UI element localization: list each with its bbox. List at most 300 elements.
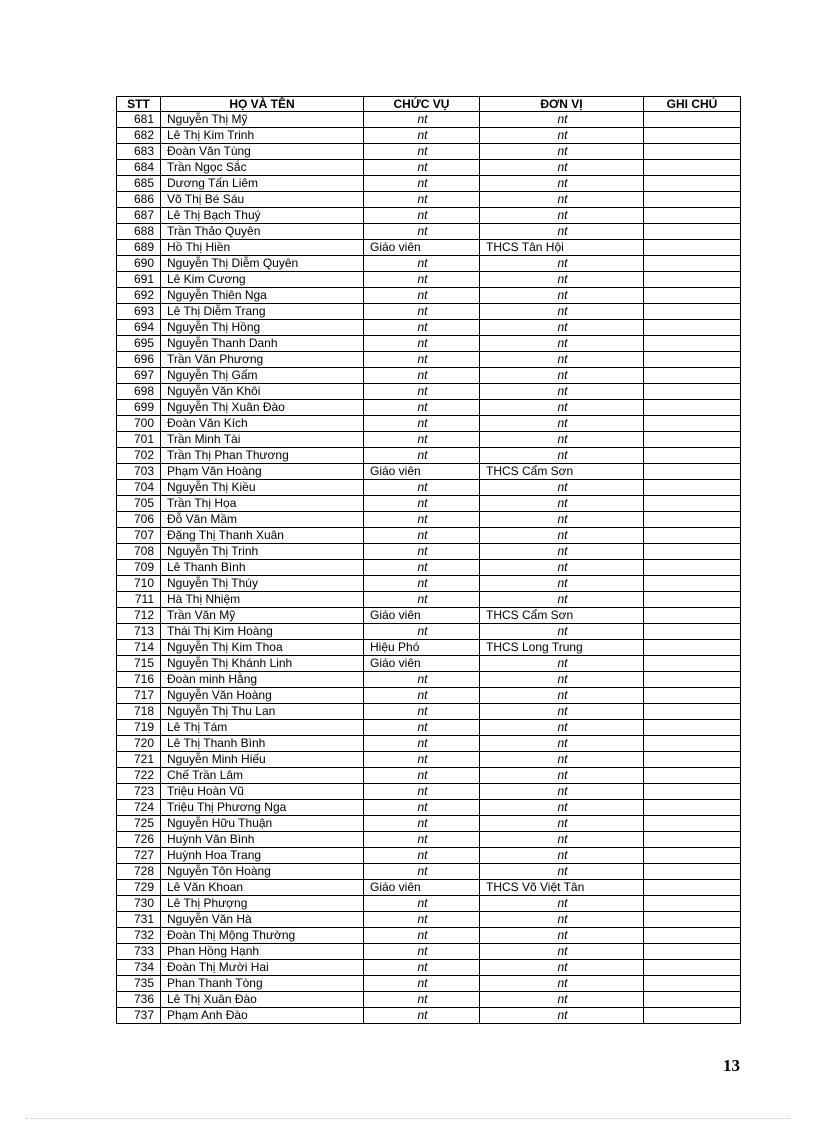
unit-cell: nt	[480, 752, 644, 768]
position-cell: nt	[364, 256, 480, 272]
unit-cell: THCS Long Trung	[480, 640, 644, 656]
note-cell	[644, 656, 741, 672]
position-cell: nt	[364, 528, 480, 544]
table-row	[117, 192, 741, 208]
table-row	[117, 624, 741, 640]
stt-cell: 712	[117, 608, 161, 624]
note-cell	[644, 544, 741, 560]
note-cell	[644, 736, 741, 752]
table-row	[117, 672, 741, 688]
name-cell: Lê Thanh Bình	[161, 560, 364, 576]
name-cell: Nguyễn Thị Diễm Quyên	[161, 256, 364, 272]
position-cell: nt	[364, 352, 480, 368]
stt-cell: 696	[117, 352, 161, 368]
table-row	[117, 112, 741, 128]
unit-cell: nt	[480, 928, 644, 944]
table-row	[117, 944, 741, 960]
table-row	[117, 144, 741, 160]
unit-cell: nt	[480, 592, 644, 608]
table-row	[117, 368, 741, 384]
stt-cell: 699	[117, 400, 161, 416]
stt-cell: 684	[117, 160, 161, 176]
table-row	[117, 384, 741, 400]
stt-cell: 704	[117, 480, 161, 496]
unit-cell: nt	[480, 976, 644, 992]
note-cell	[644, 752, 741, 768]
position-cell: nt	[364, 864, 480, 880]
name-cell: Đoàn Thị Mộng Thường	[161, 928, 364, 944]
position-cell: nt	[364, 176, 480, 192]
unit-cell: nt	[480, 624, 644, 640]
table-row	[117, 848, 741, 864]
unit-cell: nt	[480, 208, 644, 224]
table-row	[117, 208, 741, 224]
table-body	[117, 112, 741, 1024]
name-cell: Lê Văn Khoan	[161, 880, 364, 896]
stt-cell: 688	[117, 224, 161, 240]
name-cell: Dương Tấn Liêm	[161, 176, 364, 192]
stt-cell: 692	[117, 288, 161, 304]
unit-cell: nt	[480, 288, 644, 304]
name-cell: Lê Thị Tám	[161, 720, 364, 736]
name-cell: Nguyễn Thị Trinh	[161, 544, 364, 560]
name-cell: Lê Thị Xuân Đào	[161, 992, 364, 1008]
stt-cell: 723	[117, 784, 161, 800]
note-cell	[644, 560, 741, 576]
name-cell: Chế Trần Lâm	[161, 768, 364, 784]
table-row	[117, 832, 741, 848]
name-cell: Nguyễn Thiên Nga	[161, 288, 364, 304]
name-cell: Phạm Anh Đào	[161, 1008, 364, 1024]
unit-cell: nt	[480, 800, 644, 816]
note-cell	[644, 384, 741, 400]
position-cell: nt	[364, 432, 480, 448]
note-cell	[644, 176, 741, 192]
position-cell: nt	[364, 160, 480, 176]
unit-cell: nt	[480, 992, 644, 1008]
position-cell: nt	[364, 784, 480, 800]
unit-cell: THCS Tân Hội	[480, 240, 644, 256]
stt-cell: 695	[117, 336, 161, 352]
table-row	[117, 880, 741, 896]
name-cell: Nguyễn Thị Khánh Linh	[161, 656, 364, 672]
name-cell: Nguyễn Hữu Thuận	[161, 816, 364, 832]
unit-cell: nt	[480, 336, 644, 352]
note-cell	[644, 592, 741, 608]
name-cell: Trần Thị Họa	[161, 496, 364, 512]
table-row	[117, 688, 741, 704]
note-cell	[644, 352, 741, 368]
name-cell: Trần Ngọc Sắc	[161, 160, 364, 176]
unit-cell: nt	[480, 128, 644, 144]
table-row	[117, 400, 741, 416]
stt-cell: 689	[117, 240, 161, 256]
name-cell: Trần Thảo Quyên	[161, 224, 364, 240]
table-row	[117, 800, 741, 816]
note-cell	[644, 832, 741, 848]
name-cell: Huỳnh Văn Bình	[161, 832, 364, 848]
note-cell	[644, 336, 741, 352]
name-cell: Trần Văn Mỹ	[161, 608, 364, 624]
table-row	[117, 704, 741, 720]
page-bottom-divider	[26, 1118, 790, 1119]
stt-cell: 713	[117, 624, 161, 640]
table-row	[117, 432, 741, 448]
unit-cell: nt	[480, 320, 644, 336]
position-cell: nt	[364, 832, 480, 848]
stt-cell: 705	[117, 496, 161, 512]
name-cell: Lê Kim Cương	[161, 272, 364, 288]
note-cell	[644, 576, 741, 592]
name-cell: Thái Thị Kim Hoàng	[161, 624, 364, 640]
table-row	[117, 416, 741, 432]
stt-cell: 727	[117, 848, 161, 864]
position-cell: nt	[364, 272, 480, 288]
unit-cell: nt	[480, 688, 644, 704]
unit-cell: nt	[480, 768, 644, 784]
unit-cell: nt	[480, 720, 644, 736]
table-row	[117, 480, 741, 496]
header-note: GHI CHÚ	[644, 97, 741, 112]
position-cell: nt	[364, 896, 480, 912]
unit-cell: nt	[480, 368, 644, 384]
position-cell: nt	[364, 336, 480, 352]
unit-cell: nt	[480, 432, 644, 448]
stt-cell: 733	[117, 944, 161, 960]
position-cell: nt	[364, 544, 480, 560]
unit-cell: nt	[480, 192, 644, 208]
table-row	[117, 768, 741, 784]
note-cell	[644, 960, 741, 976]
unit-cell: nt	[480, 400, 644, 416]
table-row	[117, 272, 741, 288]
header-stt: STT	[117, 97, 161, 112]
stt-cell: 725	[117, 816, 161, 832]
position-cell: Hiệu Phó	[364, 640, 480, 656]
position-cell: nt	[364, 688, 480, 704]
position-cell: nt	[364, 128, 480, 144]
unit-cell: nt	[480, 496, 644, 512]
position-cell: nt	[364, 512, 480, 528]
unit-cell: nt	[480, 384, 644, 400]
table-row	[117, 496, 741, 512]
stt-cell: 716	[117, 672, 161, 688]
table-row	[117, 608, 741, 624]
name-cell: Nguyễn Thị Xuân Đào	[161, 400, 364, 416]
table-row	[117, 352, 741, 368]
unit-cell: nt	[480, 736, 644, 752]
note-cell	[644, 864, 741, 880]
unit-cell: nt	[480, 160, 644, 176]
name-cell: Nguyễn Thị Hồng	[161, 320, 364, 336]
name-cell: Trần Thị Phan Thương	[161, 448, 364, 464]
position-cell: nt	[364, 912, 480, 928]
table-row	[117, 288, 741, 304]
name-cell: Võ Thị Bé Sáu	[161, 192, 364, 208]
position-cell: nt	[364, 816, 480, 832]
position-cell: nt	[364, 560, 480, 576]
unit-cell: nt	[480, 480, 644, 496]
position-cell: nt	[364, 944, 480, 960]
name-cell: Trần Văn Phương	[161, 352, 364, 368]
position-cell: nt	[364, 144, 480, 160]
position-cell: nt	[364, 848, 480, 864]
name-cell: Nguyễn Thị Kiều	[161, 480, 364, 496]
page-number: 13	[723, 1056, 740, 1075]
position-cell: nt	[364, 368, 480, 384]
note-cell	[644, 800, 741, 816]
unit-cell: nt	[480, 864, 644, 880]
stt-cell: 711	[117, 592, 161, 608]
note-cell	[644, 608, 741, 624]
table-row	[117, 864, 741, 880]
unit-cell: nt	[480, 352, 644, 368]
table-row	[117, 896, 741, 912]
stt-cell: 715	[117, 656, 161, 672]
position-cell: nt	[364, 592, 480, 608]
stt-cell: 717	[117, 688, 161, 704]
note-cell	[644, 464, 741, 480]
stt-cell: 714	[117, 640, 161, 656]
unit-cell: THCS Võ Việt Tân	[480, 880, 644, 896]
table-row	[117, 544, 741, 560]
table-row	[117, 640, 741, 656]
table-row	[117, 176, 741, 192]
name-cell: Lê Thị Bạch Thuý	[161, 208, 364, 224]
header-position: CHỨC VỤ	[364, 97, 480, 112]
table-row	[117, 784, 741, 800]
name-cell: Lê Thị Thanh Bình	[161, 736, 364, 752]
unit-cell: nt	[480, 304, 644, 320]
unit-cell: nt	[480, 1008, 644, 1024]
name-cell: Hồ Thị Hiền	[161, 240, 364, 256]
note-cell	[644, 208, 741, 224]
position-cell: Giáo viên	[364, 464, 480, 480]
name-cell: Nguyễn Thanh Danh	[161, 336, 364, 352]
name-cell: Trần Minh Tài	[161, 432, 364, 448]
note-cell	[644, 896, 741, 912]
position-cell: Giáo viên	[364, 880, 480, 896]
note-cell	[644, 112, 741, 128]
stt-cell: 724	[117, 800, 161, 816]
stt-cell: 737	[117, 1008, 161, 1024]
unit-cell: nt	[480, 816, 644, 832]
note-cell	[644, 368, 741, 384]
name-cell: Phan Hồng Hạnh	[161, 944, 364, 960]
unit-cell: nt	[480, 832, 644, 848]
stt-cell: 729	[117, 880, 161, 896]
stt-cell: 701	[117, 432, 161, 448]
unit-cell: nt	[480, 560, 644, 576]
note-cell	[644, 272, 741, 288]
position-cell: nt	[364, 400, 480, 416]
note-cell	[644, 992, 741, 1008]
position-cell: nt	[364, 976, 480, 992]
header-name: HỌ VÀ TÊN	[161, 97, 364, 112]
unit-cell: nt	[480, 960, 644, 976]
note-cell	[644, 432, 741, 448]
note-cell	[644, 304, 741, 320]
position-cell: nt	[364, 288, 480, 304]
unit-cell: nt	[480, 272, 644, 288]
stt-cell: 698	[117, 384, 161, 400]
table-row	[117, 656, 741, 672]
table-row	[117, 992, 741, 1008]
note-cell	[644, 1008, 741, 1024]
position-cell: nt	[364, 448, 480, 464]
position-cell: nt	[364, 704, 480, 720]
unit-cell: nt	[480, 848, 644, 864]
name-cell: Đoàn minh Hằng	[161, 672, 364, 688]
note-cell	[644, 240, 741, 256]
note-cell	[644, 448, 741, 464]
table-row	[117, 736, 741, 752]
name-cell: Triệu Thị Phương Nga	[161, 800, 364, 816]
position-cell: nt	[364, 624, 480, 640]
name-cell: Nguyễn Văn Hoàng	[161, 688, 364, 704]
position-cell: nt	[364, 672, 480, 688]
position-cell: nt	[364, 960, 480, 976]
table-row	[117, 128, 741, 144]
table-row	[117, 336, 741, 352]
table-row	[117, 576, 741, 592]
table-row	[117, 976, 741, 992]
stt-cell: 731	[117, 912, 161, 928]
position-cell: nt	[364, 112, 480, 128]
stt-cell: 710	[117, 576, 161, 592]
note-cell	[644, 320, 741, 336]
stt-cell: 709	[117, 560, 161, 576]
unit-cell: nt	[480, 576, 644, 592]
unit-cell: nt	[480, 544, 644, 560]
name-cell: Lê Thị Kim Trinh	[161, 128, 364, 144]
position-cell: nt	[364, 752, 480, 768]
table-row	[117, 464, 741, 480]
note-cell	[644, 400, 741, 416]
stt-cell: 681	[117, 112, 161, 128]
note-cell	[644, 192, 741, 208]
position-cell: nt	[364, 192, 480, 208]
position-cell: nt	[364, 928, 480, 944]
note-cell	[644, 416, 741, 432]
table-header-row	[117, 97, 741, 112]
note-cell	[644, 160, 741, 176]
unit-cell: nt	[480, 224, 644, 240]
name-cell: Triệu Hoàn Vũ	[161, 784, 364, 800]
name-cell: Nguyễn Thị Thu Lan	[161, 704, 364, 720]
position-cell: nt	[364, 384, 480, 400]
stt-cell: 722	[117, 768, 161, 784]
name-cell: Nguyễn Thị Thúy	[161, 576, 364, 592]
note-cell	[644, 528, 741, 544]
note-cell	[644, 848, 741, 864]
unit-cell: nt	[480, 512, 644, 528]
table-row	[117, 928, 741, 944]
table-row	[117, 560, 741, 576]
stt-cell: 721	[117, 752, 161, 768]
unit-cell: nt	[480, 784, 644, 800]
note-cell	[644, 672, 741, 688]
note-cell	[644, 128, 741, 144]
stt-cell: 728	[117, 864, 161, 880]
unit-cell: nt	[480, 144, 644, 160]
position-cell: nt	[364, 496, 480, 512]
unit-cell: nt	[480, 256, 644, 272]
note-cell	[644, 704, 741, 720]
stt-cell: 686	[117, 192, 161, 208]
position-cell: nt	[364, 304, 480, 320]
note-cell	[644, 816, 741, 832]
name-cell: Lê Thị Phượng	[161, 896, 364, 912]
stt-cell: 700	[117, 416, 161, 432]
name-cell: Nguyễn Văn Khôi	[161, 384, 364, 400]
note-cell	[644, 480, 741, 496]
position-cell: nt	[364, 416, 480, 432]
stt-cell: 718	[117, 704, 161, 720]
unit-cell: nt	[480, 528, 644, 544]
header-unit: ĐƠN VỊ	[480, 97, 644, 112]
stt-cell: 693	[117, 304, 161, 320]
note-cell	[644, 912, 741, 928]
table-row	[117, 160, 741, 176]
unit-cell: nt	[480, 944, 644, 960]
unit-cell: THCS Cẩm Sơn	[480, 464, 644, 480]
note-cell	[644, 688, 741, 704]
stt-cell: 702	[117, 448, 161, 464]
table-row	[117, 816, 741, 832]
unit-cell: nt	[480, 656, 644, 672]
table-row	[117, 960, 741, 976]
stt-cell: 707	[117, 528, 161, 544]
name-cell: Nguyễn Minh Hiếu	[161, 752, 364, 768]
name-cell: Lê Thị Diễm Trang	[161, 304, 364, 320]
position-cell: nt	[364, 576, 480, 592]
position-cell: nt	[364, 800, 480, 816]
name-cell: Huỳnh Hoa Trang	[161, 848, 364, 864]
position-cell: nt	[364, 720, 480, 736]
note-cell	[644, 768, 741, 784]
note-cell	[644, 624, 741, 640]
note-cell	[644, 144, 741, 160]
stt-cell: 735	[117, 976, 161, 992]
stt-cell: 685	[117, 176, 161, 192]
note-cell	[644, 880, 741, 896]
stt-cell: 732	[117, 928, 161, 944]
note-cell	[644, 256, 741, 272]
position-cell: Giáo viên	[364, 240, 480, 256]
note-cell	[644, 928, 741, 944]
unit-cell: nt	[480, 704, 644, 720]
table-row	[117, 592, 741, 608]
stt-cell: 683	[117, 144, 161, 160]
unit-cell: THCS Cẩm Sơn	[480, 608, 644, 624]
unit-cell: nt	[480, 896, 644, 912]
position-cell: nt	[364, 736, 480, 752]
note-cell	[644, 640, 741, 656]
stt-cell: 730	[117, 896, 161, 912]
table-row	[117, 752, 741, 768]
stt-cell: 697	[117, 368, 161, 384]
name-cell: Nguyễn Văn Hà	[161, 912, 364, 928]
unit-cell: nt	[480, 112, 644, 128]
stt-cell: 708	[117, 544, 161, 560]
stt-cell: 694	[117, 320, 161, 336]
name-cell: Nguyễn Tôn Hoàng	[161, 864, 364, 880]
unit-cell: nt	[480, 176, 644, 192]
position-cell: nt	[364, 992, 480, 1008]
table-row	[117, 1008, 741, 1024]
table-row	[117, 528, 741, 544]
